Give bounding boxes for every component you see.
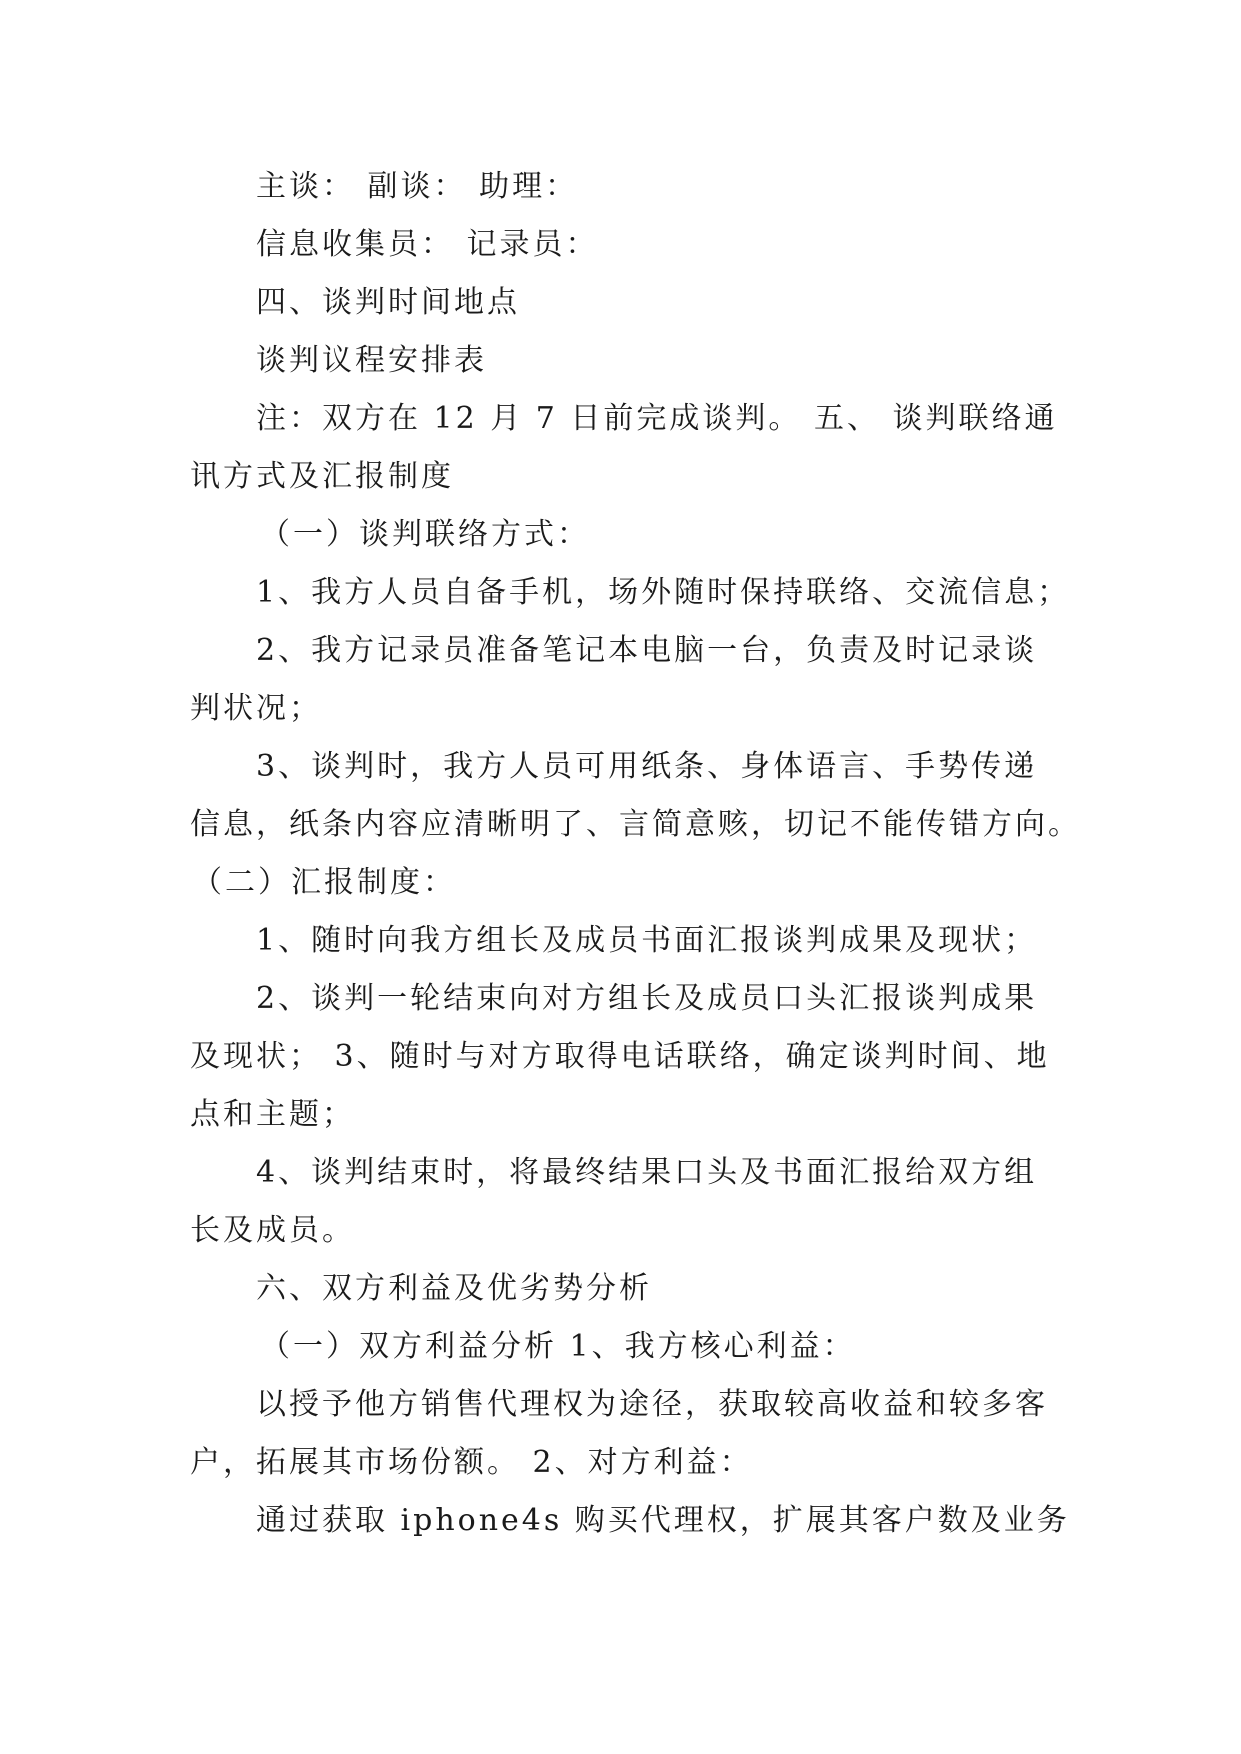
paragraph-cont: 户，拓展其市场份额。 2、对方利益：: [190, 1445, 753, 1480]
subsection-heading-interest: （一）双方利益分析 1、我方核心利益：: [260, 1329, 856, 1364]
agenda-title: 谈判议程安排表: [256, 343, 487, 378]
list-item-cont: 判状况；: [190, 691, 322, 726]
roles-line-2: 信息收集员： 记录员：: [256, 227, 599, 262]
subsection-heading-contact: （一）谈判联络方式：: [260, 517, 590, 552]
section-heading-4: 四、谈判时间地点: [256, 285, 520, 320]
list-item: 1、随时向我方组长及成员书面汇报谈判成果及现状；: [256, 923, 1038, 958]
paragraph: 通过获取 iphone4s 购买代理权，扩展其客户数及业务: [256, 1503, 1070, 1538]
paragraph-note: 注：双方在 12 月 7 日前完成谈判。 五、 谈判联络通: [256, 401, 1058, 436]
list-item: 4、谈判结束时，将最终结果口头及书面汇报给双方组: [256, 1155, 1038, 1190]
list-item: 2、我方记录员准备笔记本电脑一台，负责及时记录谈: [256, 633, 1038, 668]
paragraph: 以授予他方销售代理权为途径，获取较高收益和较多客: [256, 1387, 1048, 1422]
list-item: 3、谈判时，我方人员可用纸条、身体语言、手势传递: [256, 749, 1038, 784]
paragraph-note-cont: 讯方式及汇报制度: [190, 459, 454, 494]
list-item-cont: 长及成员。: [190, 1213, 355, 1248]
subsection-heading-report: （二）汇报制度：: [192, 865, 456, 900]
section-heading-6: 六、双方利益及优劣势分析: [256, 1271, 652, 1306]
roles-line: 主谈： 副谈： 助理：: [256, 169, 579, 204]
list-item: 2、谈判一轮结束向对方组长及成员口头汇报谈判成果: [256, 981, 1038, 1016]
list-item-cont: 点和主题；: [190, 1097, 355, 1132]
list-item-cont: 及现状； 3、随时与对方取得电话联络，确定谈判时间、地: [190, 1039, 1050, 1074]
list-item-cont: 信息，纸条内容应清晰明了、言简意赅，切记不能传错方向。: [190, 807, 1081, 842]
list-item: 1、我方人员自备手机，场外随时保持联络、交流信息；: [256, 575, 1071, 610]
document-body: [190, 158, 1081, 1550]
